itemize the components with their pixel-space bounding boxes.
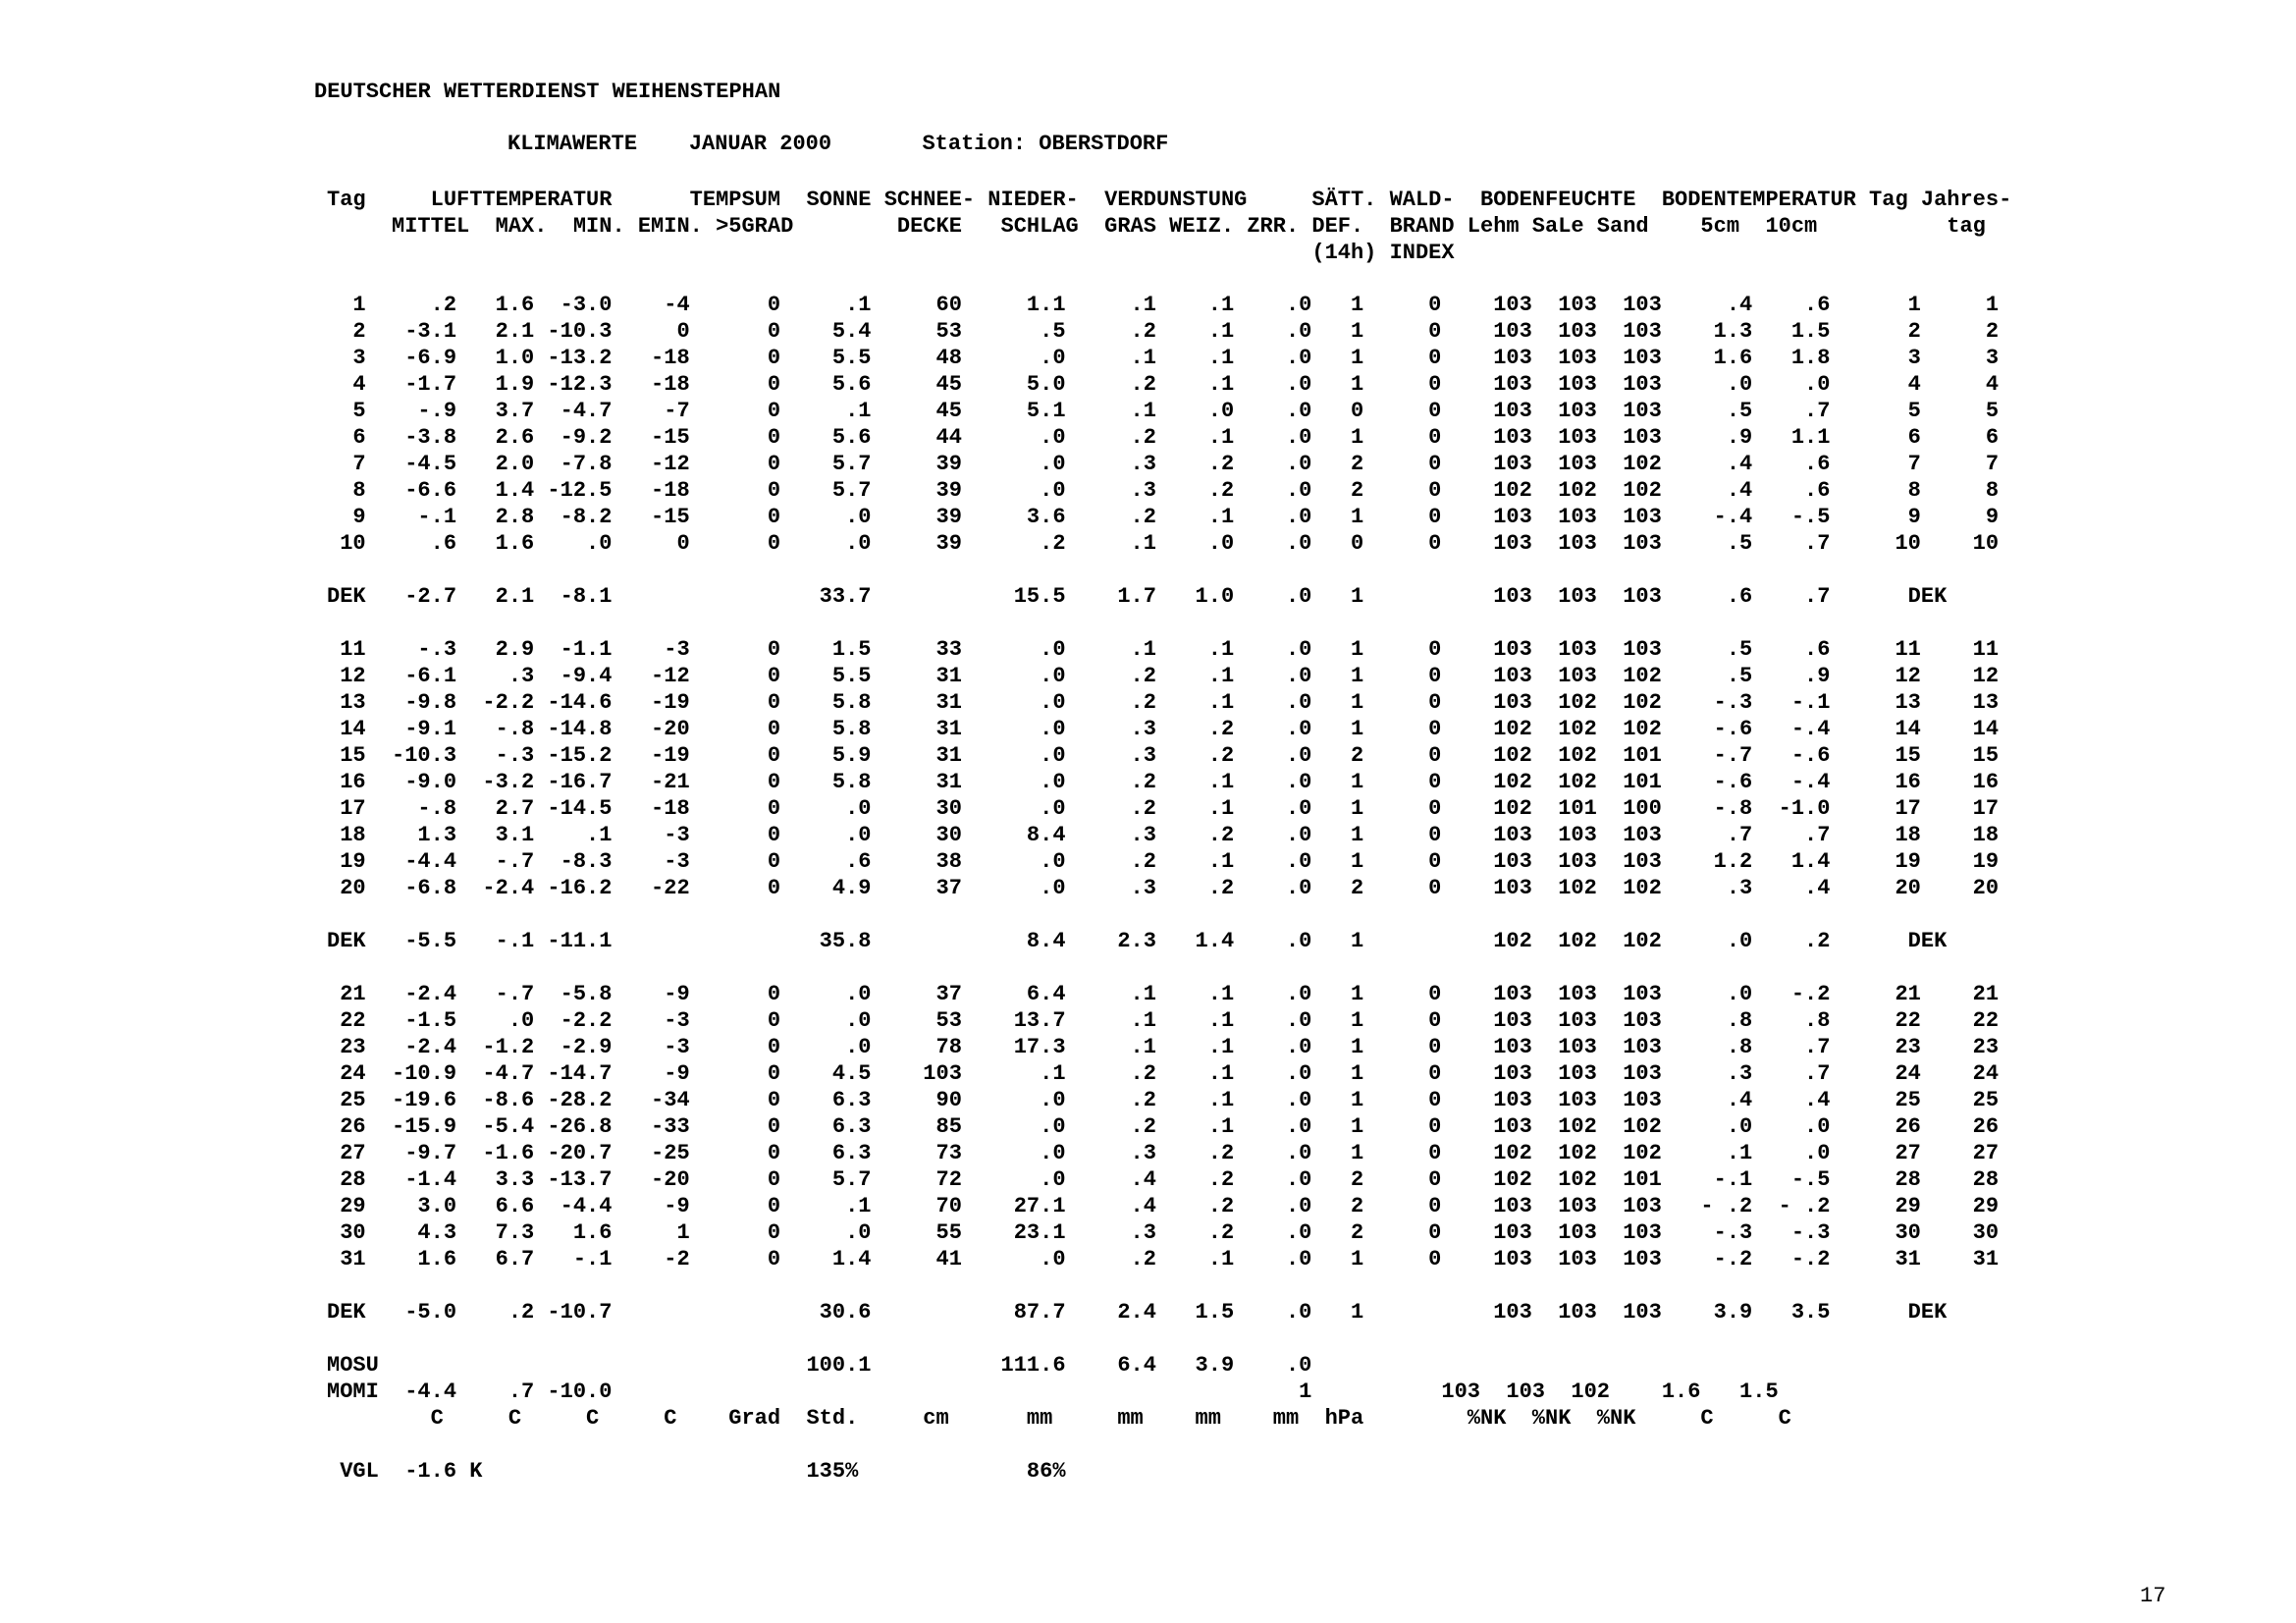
table-row: 4 -1.7 1.9 -12.3 -18 0 5.6 45 5.0 .2 .1 .0 1 0 103 103 103 .0 .0 4 4	[327, 372, 2000, 397]
table-row: 15 -10.3 -.3 -15.2 -19 0 5.9 31 .0 .3 .2 .0 2 0 102 102 101 -.7 -.6 15 15	[327, 743, 2000, 768]
table-row: 10 .6 1.6 .0 0 0 .0 39 .2 .1 .0 .0 0 0 103 103 103 .5 .7 10 10	[327, 531, 2000, 556]
header-line-2: MITTEL MAX. MIN. EMIN. >5GRAD DECKE SCHLAG GRAS WEIZ. ZRR. DEF. BRAND Lehm SaLe Sand 5cm 10cm tag	[327, 214, 1986, 239]
table-row: 24 -10.9 -4.7 -14.7 -9 0 4.5 103 .1 .2 .1 .0 1 0 103 103 103 .3 .7 24 24	[327, 1061, 2000, 1086]
org-title: DEUTSCHER WETTERDIENST WEIHENSTEPHAN	[314, 80, 781, 104]
table-row: 6 -3.8 2.6 -9.2 -15 0 5.6 44 .0 .2 .1 .0 1 0 103 103 103 .9 1.1 6 6	[327, 425, 2000, 450]
table-row: 23 -2.4 -1.2 -2.9 -3 0 .0 78 17.3 .1 .1 .0 1 0 103 103 103 .8 .7 23 23	[327, 1035, 2000, 1059]
table-row: 26 -15.9 -5.4 -26.8 -33 0 6.3 85 .0 .2 .1 .0 1 0 103 102 102 .0 .0 26 26	[327, 1114, 2000, 1139]
table-row: 21 -2.4 -.7 -5.8 -9 0 .0 37 6.4 .1 .1 .0 1 0 103 103 103 .0 -.2 21 21	[327, 982, 2000, 1006]
header-line-1: Tag LUFTTEMPERATUR TEMPSUM SONNE SCHNEE- NIEDER- VERDUNSTUNG SÄTT. WALD- BODENFEUCHTE BODENTEMPERATUR Tag Jahres-	[327, 188, 2012, 212]
table-row: 8 -6.6 1.4 -12.5 -18 0 5.7 39 .0 .3 .2 .0 2 0 102 102 102 .4 .6 8 8	[327, 478, 2000, 503]
table-row: 12 -6.1 .3 -9.4 -12 0 5.5 31 .0 .2 .1 .0 1 0 103 103 102 .5 .9 12 12	[327, 664, 2000, 688]
table-row: 3 -6.9 1.0 -13.2 -18 0 5.5 48 .0 .1 .1 .0 1 0 103 103 103 1.6 1.8 3 3	[327, 346, 2000, 370]
table-row: 18 1.3 3.1 .1 -3 0 .0 30 8.4 .3 .2 .0 1 0 103 103 103 .7 .7 18 18	[327, 823, 2000, 847]
table-row: 9 -.1 2.8 -8.2 -15 0 .0 39 3.6 .2 .1 .0 1 0 103 103 103 -.4 -.5 9 9	[327, 505, 2000, 529]
report-subtitle: KLIMAWERTE JANUAR 2000 Station: OBERSTDORF	[507, 132, 1169, 156]
table-row: 22 -1.5 .0 -2.2 -3 0 .0 53 13.7 .1 .1 .0 1 0 103 103 103 .8 .8 22 22	[327, 1008, 2000, 1033]
table-row: 14 -9.1 -.8 -14.8 -20 0 5.8 31 .0 .3 .2 .0 1 0 102 102 102 -.6 -.4 14 14	[327, 717, 2000, 741]
table-row: 5 -.9 3.7 -4.7 -7 0 .1 45 5.1 .1 .0 .0 0 0 103 103 103 .5 .7 5 5	[327, 399, 2000, 423]
table-row: 28 -1.4 3.3 -13.7 -20 0 5.7 72 .0 .4 .2 .0 2 0 102 102 101 -.1 -.5 28 28	[327, 1167, 2000, 1192]
table-row: 30 4.3 7.3 1.6 1 0 .0 55 23.1 .3 .2 .0 2 0 103 103 103 -.3 -.3 30 30	[327, 1220, 2000, 1245]
table-row: 17 -.8 2.7 -14.5 -18 0 .0 30 .0 .2 .1 .0 1 0 102 101 100 -.8 -1.0 17 17	[327, 796, 2000, 821]
table-row: 31 1.6 6.7 -.1 -2 0 1.4 41 .0 .2 .1 .0 1 0 103 103 103 -.2 -.2 31 31	[327, 1247, 2000, 1271]
table-row: 1 .2 1.6 -3.0 -4 0 .1 60 1.1 .1 .1 .0 1 0 103 103 103 .4 .6 1 1	[327, 293, 2000, 317]
table-row: DEK -2.7 2.1 -8.1 33.7 15.5 1.7 1.0 .0 1 103 103 103 .6 .7 DEK	[327, 584, 1948, 609]
table-row: 11 -.3 2.9 -1.1 -3 0 1.5 33 .0 .1 .1 .0 1 0 103 103 103 .5 .6 11 11	[327, 637, 2000, 662]
header-line-3: (14h) INDEX	[327, 241, 1455, 265]
table-row: 7 -4.5 2.0 -7.8 -12 0 5.7 39 .0 .3 .2 .0 2 0 103 103 102 .4 .6 7 7	[327, 452, 2000, 476]
table-row: 25 -19.6 -8.6 -28.2 -34 0 6.3 90 .0 .2 .1 .0 1 0 103 103 103 .4 .4 25 25	[327, 1088, 2000, 1112]
table-row: 20 -6.8 -2.4 -16.2 -22 0 4.9 37 .0 .3 .2 .0 2 0 103 102 102 .3 .4 20 20	[327, 876, 2000, 900]
table-row: MOSU 100.1 111.6 6.4 3.9 .0	[327, 1353, 1312, 1378]
table-row: VGL -1.6 K 135% 86%	[327, 1459, 1066, 1484]
table-row: 29 3.0 6.6 -4.4 -9 0 .1 70 27.1 .4 .2 .0 2 0 103 103 103 - .2 - .2 29 29	[327, 1194, 2000, 1218]
table-row: MOMI -4.4 .7 -10.0 1 103 103 102 1.6 1.5	[327, 1380, 1779, 1404]
page-number: 17	[2140, 1584, 2166, 1608]
table-row: 16 -9.0 -3.2 -16.7 -21 0 5.8 31 .0 .2 .1 .0 1 0 102 102 101 -.6 -.4 16 16	[327, 770, 2000, 794]
table-row: 2 -3.1 2.1 -10.3 0 0 5.4 53 .5 .2 .1 .0 1 0 103 103 103 1.3 1.5 2 2	[327, 319, 2000, 344]
table-row: DEK -5.5 -.1 -11.1 35.8 8.4 2.3 1.4 .0 1 102 102 102 .0 .2 DEK	[327, 929, 1948, 953]
table-row: 27 -9.7 -1.6 -20.7 -25 0 6.3 73 .0 .3 .2 .0 1 0 102 102 102 .1 .0 27 27	[327, 1141, 2000, 1165]
table-row: DEK -5.0 .2 -10.7 30.6 87.7 2.4 1.5 .0 1 103 103 103 3.9 3.5 DEK	[327, 1300, 1948, 1325]
table-row: 19 -4.4 -.7 -8.3 -3 0 .6 38 .0 .2 .1 .0 1 0 103 103 103 1.2 1.4 19 19	[327, 849, 2000, 874]
table-row: 13 -9.8 -2.2 -14.6 -19 0 5.8 31 .0 .2 .1 .0 1 0 103 102 102 -.3 -.1 13 13	[327, 690, 2000, 715]
table-row: C C C C Grad Std. cm mm mm mm mm hPa %NK %NK %NK C C	[327, 1406, 1791, 1431]
